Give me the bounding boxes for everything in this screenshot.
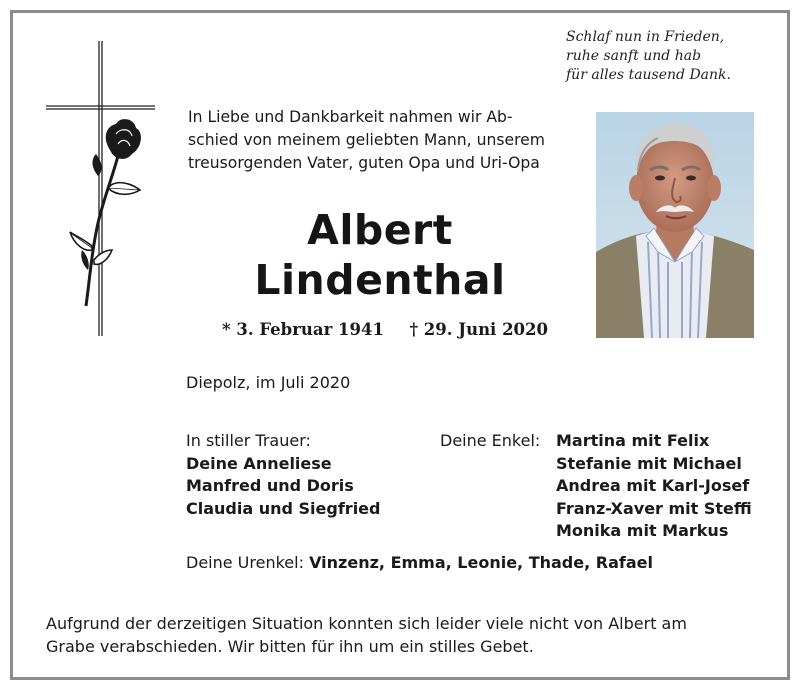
motto-line: ruhe sanft und hab bbox=[566, 48, 702, 64]
deceased-last-name: Lindenthal bbox=[254, 256, 506, 304]
grandchild-name: Franz-Xaver mit Steffi bbox=[556, 498, 752, 518]
grandchildren-list bbox=[556, 430, 752, 543]
grandchildren-label: Deine Enkel: bbox=[440, 431, 541, 450]
footer-line: Grabe verabschieden. Wir bitten für ihn um ein stilles Gebet. bbox=[46, 637, 534, 656]
place-date: Diepolz, im Juli 2020 bbox=[186, 373, 351, 392]
motto-line: für alles tausend Dank. bbox=[566, 67, 731, 83]
intro-line: treusorgenden Vater, guten Opa und Uri-Opa bbox=[188, 154, 540, 172]
grandchild-name: Martina mit Felix bbox=[556, 431, 710, 450]
death-date: † 29. Juni 2020 bbox=[409, 320, 548, 339]
portrait-photo bbox=[596, 112, 754, 338]
mourners-heading: In stiller Trauer: bbox=[186, 431, 311, 450]
intro-text bbox=[188, 106, 568, 175]
motto-verse bbox=[566, 28, 754, 85]
cross-with-rose-icon bbox=[40, 38, 160, 340]
great-grandchildren-label: Deine Urenkel: bbox=[186, 553, 304, 572]
birth-date: * 3. Februar 1941 bbox=[222, 320, 384, 339]
deceased-first-name: Albert bbox=[307, 206, 453, 254]
footer-note bbox=[46, 612, 758, 658]
life-dates bbox=[222, 320, 552, 339]
mourner-name: Deine Anneliese bbox=[186, 453, 332, 473]
great-grandchildren-names: Vinzenz, Emma, Leonie, Thade, Rafael bbox=[309, 553, 653, 572]
grandchild-name: Andrea mit Karl-Josef bbox=[556, 476, 750, 495]
grandchild-name: Monika mit Markus bbox=[556, 521, 729, 540]
mourner-name: Claudia und Siegfried bbox=[186, 498, 381, 518]
intro-line: In Liebe und Dankbarkeit nahmen wir Ab- bbox=[188, 108, 513, 126]
footer-line: Aufgrund der derzeitigen Situation konnten sich leider viele nicht von Albert am bbox=[46, 614, 687, 633]
mourner-name: Manfred und Doris bbox=[186, 476, 354, 495]
mourners-list bbox=[186, 430, 380, 520]
portrait-image bbox=[596, 112, 754, 338]
grandchild-name: Stefanie mit Michael bbox=[556, 453, 742, 473]
great-grandchildren bbox=[186, 553, 653, 572]
intro-line: schied von meinem geliebten Mann, unserem bbox=[188, 131, 545, 149]
motto-line: Schlaf nun in Frieden, bbox=[566, 29, 725, 45]
